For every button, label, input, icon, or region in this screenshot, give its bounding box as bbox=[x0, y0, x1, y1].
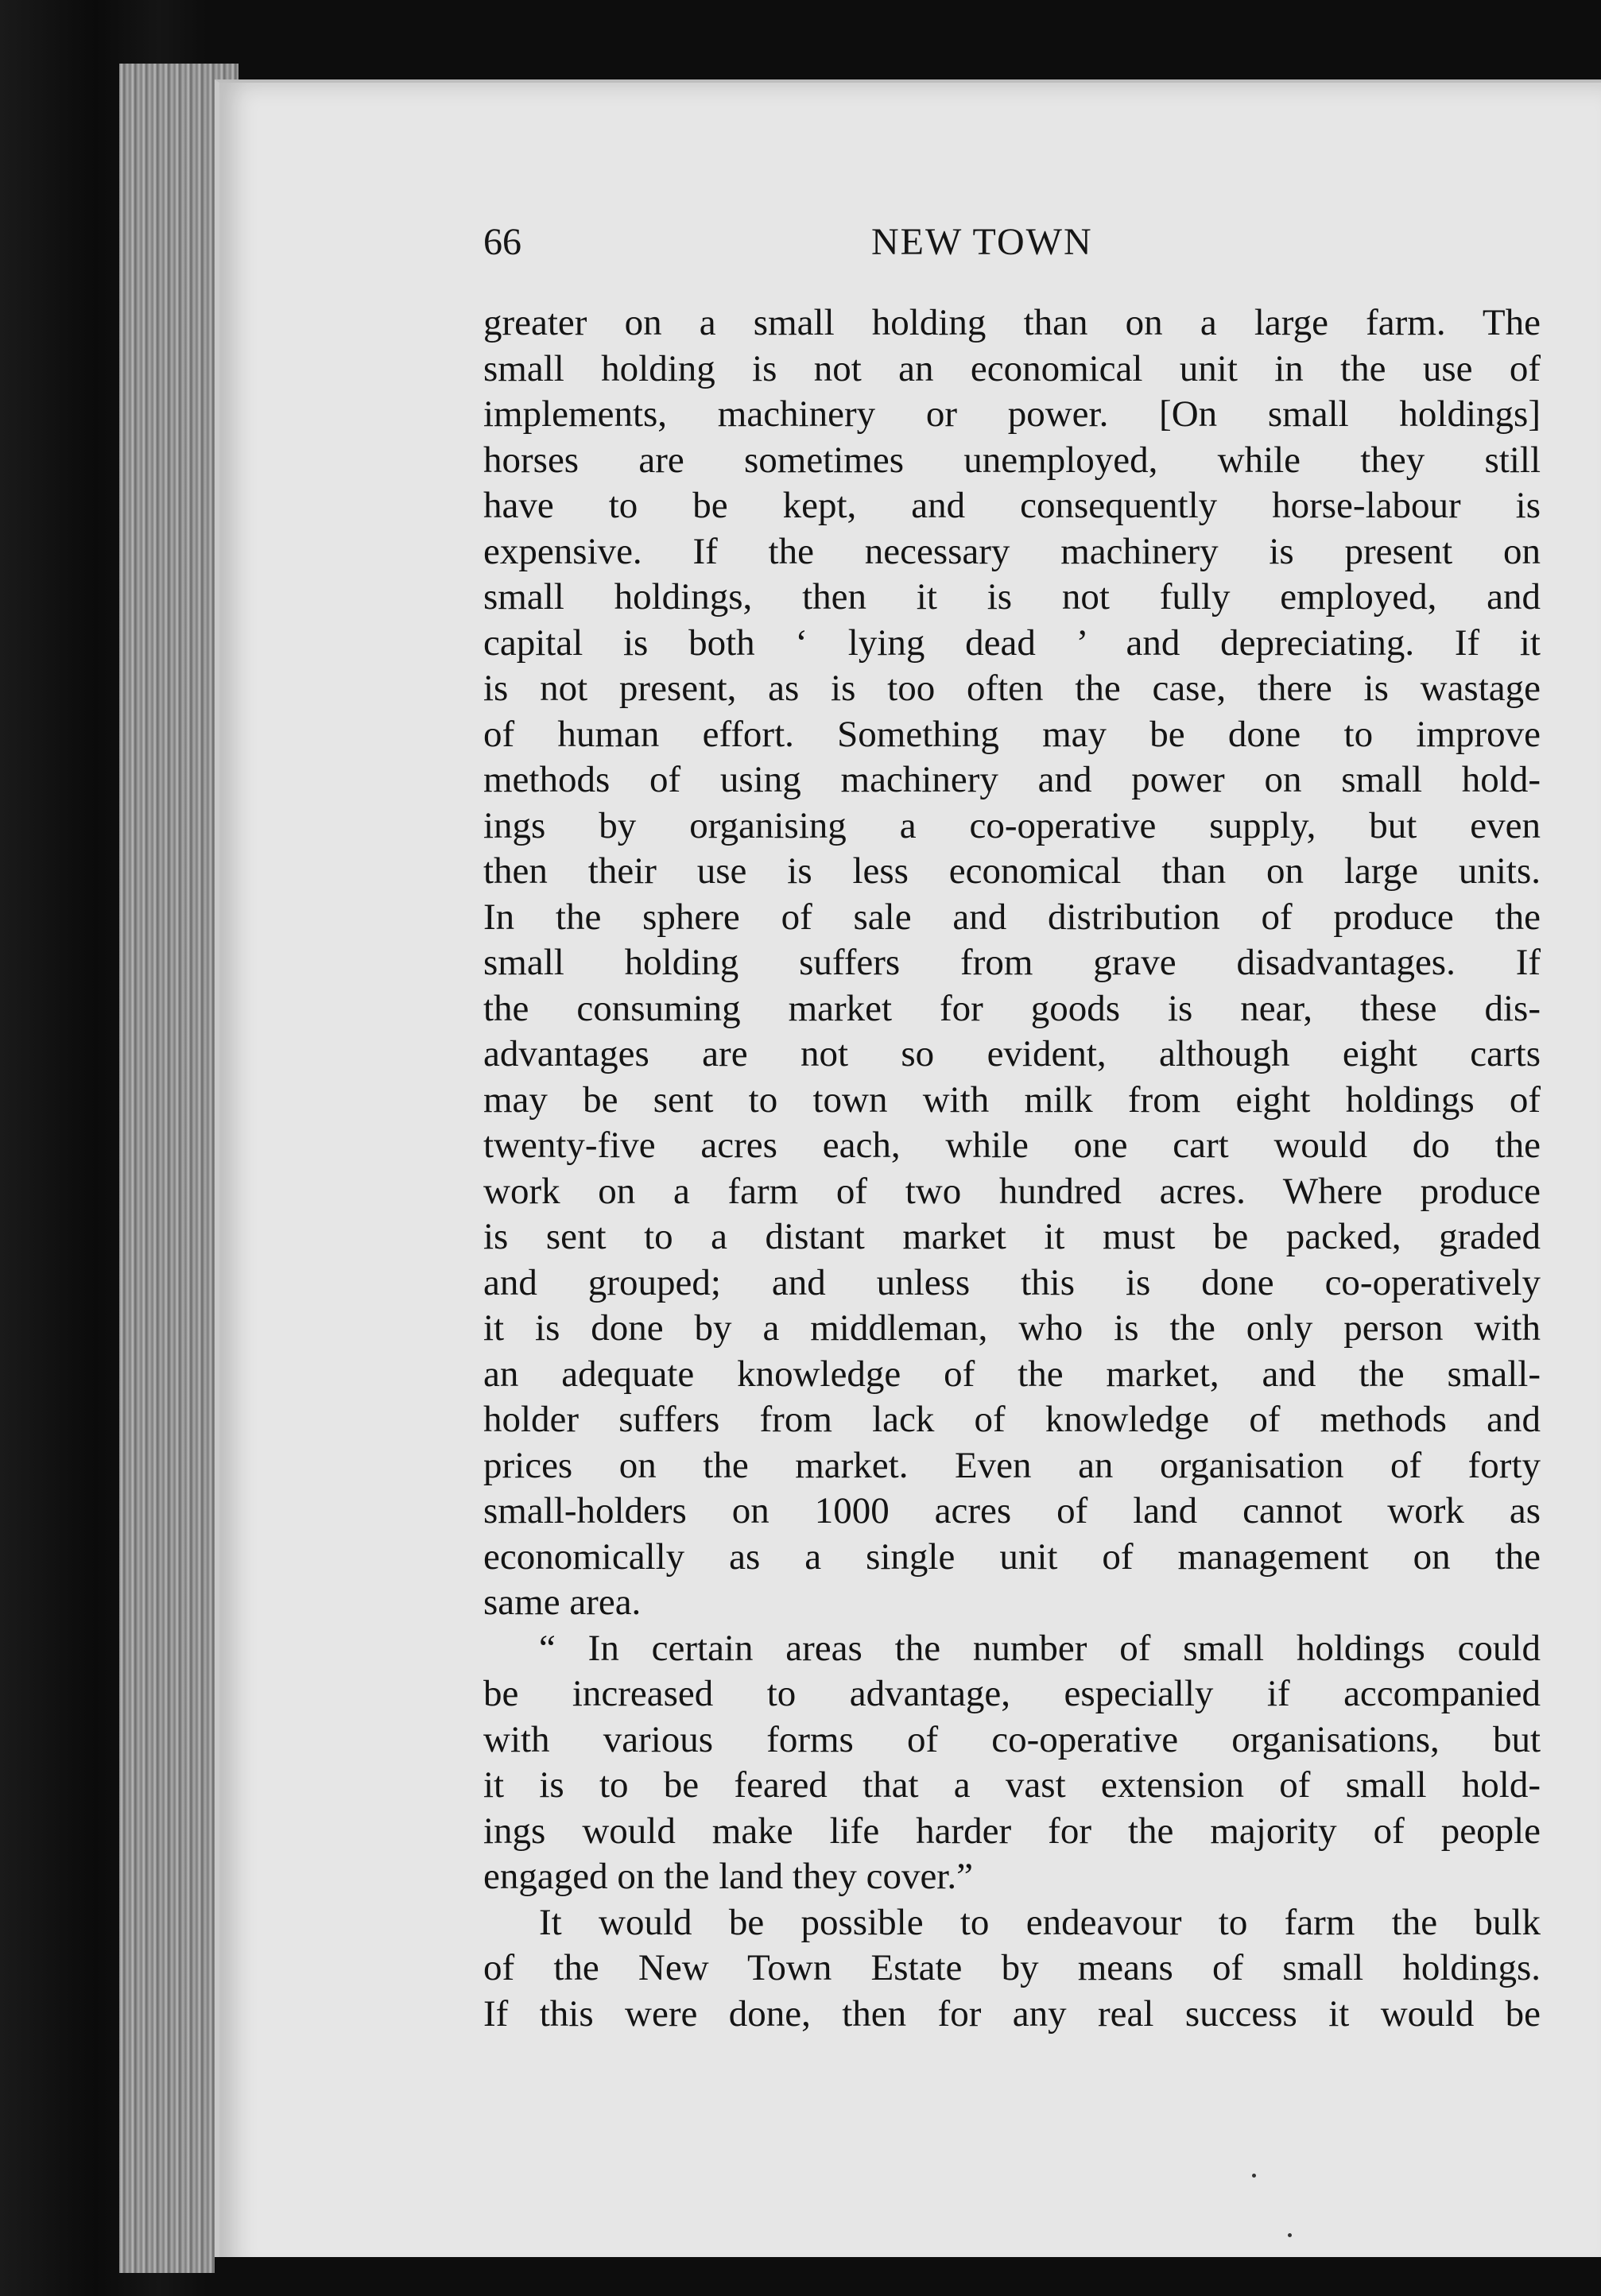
body-text bbox=[483, 300, 1541, 2037]
text-line: of human effort. Something may be done to improve bbox=[483, 713, 1541, 755]
text-line: If this were done, then for any real success it would be bbox=[483, 1992, 1541, 2035]
text-line: advantages are not so evident, although eight carts bbox=[483, 1033, 1541, 1074]
scan-speck bbox=[1288, 2233, 1292, 2237]
text-line: it is done by a middleman, who is the only person with bbox=[483, 1307, 1541, 1349]
text-line: expensive. If the necessary machinery is present on bbox=[483, 530, 1541, 572]
text-line: economically as a single unit of management on the bbox=[483, 1535, 1541, 1578]
text-line: same area. bbox=[483, 1582, 642, 1623]
text-line: capital is both ‘ lying dead ’ and depreciating. If it bbox=[483, 621, 1541, 664]
text-line: it is to be feared that a vast extension of small hold- bbox=[483, 1764, 1541, 1806]
text-line: engaged on the land they cover.” bbox=[483, 1856, 973, 1897]
page-title: NEW TOWN bbox=[871, 221, 1093, 263]
text-line: of the New Town Estate by means of small holdings. bbox=[483, 1947, 1541, 1988]
text-line: greater on a small holding than on a large farm. The bbox=[483, 302, 1541, 343]
text-line: small-holders on 1000 acres of land cannot work as bbox=[483, 1490, 1541, 1531]
text-line: is sent to a distant market it must be packed, graded bbox=[483, 1216, 1541, 1257]
text-line: small holdings, then it is not fully employed, and bbox=[483, 576, 1541, 618]
text-line: twenty-five acres each, while one cart would do the bbox=[483, 1125, 1541, 1166]
text-line: small holding is not an economical unit in the use of bbox=[483, 347, 1541, 389]
text-line: “ In certain areas the number of small holdings could bbox=[539, 1627, 1541, 1669]
text-line: ings would make life harder for the majority of people bbox=[483, 1810, 1541, 1852]
text-line: implements, machinery or power. [On small holdings] bbox=[483, 393, 1541, 435]
text-line: may be sent to town with milk from eight holdings of bbox=[483, 1078, 1541, 1121]
text-line: small holding suffers from grave disadvantages. If bbox=[483, 942, 1541, 983]
text-line: holder suffers from lack of knowledge of methods and bbox=[483, 1399, 1541, 1440]
text-line: an adequate knowledge of the market, and the small- bbox=[483, 1353, 1541, 1395]
text-line: In the sphere of sale and distribution of produce the bbox=[483, 896, 1541, 938]
running-head bbox=[483, 215, 1541, 270]
text-line: horses are sometimes unemployed, while they still bbox=[483, 439, 1541, 481]
text-line: is not present, as is too often the case, there is wastage bbox=[483, 668, 1541, 709]
text-line: methods of using machinery and power on small hold- bbox=[483, 759, 1541, 800]
text-line: It would be possible to endeavour to farm the bulk bbox=[539, 1901, 1541, 1943]
text-line: prices on the market. Even an organisation of forty bbox=[483, 1444, 1541, 1486]
text-line: ings by organising a co-operative supply, but even bbox=[483, 804, 1541, 846]
text-line: the consuming market for goods is near, these dis- bbox=[483, 987, 1541, 1029]
text-line: be increased to advantage, especially if accompanied bbox=[483, 1673, 1541, 1714]
text-line: then their use is less economical than on large units. bbox=[483, 850, 1541, 892]
text-line: have to be kept, and consequently horse-labour is bbox=[483, 485, 1541, 526]
text-line: work on a farm of two hundred acres. Where produce bbox=[483, 1170, 1541, 1212]
page-bottom-shadow bbox=[215, 2257, 1601, 2296]
page-number: 66 bbox=[483, 221, 521, 263]
scan-speck bbox=[1252, 2174, 1256, 2178]
text-line: with various forms of co-operative organisations, but bbox=[483, 1718, 1541, 1760]
text-line: and grouped; and unless this is done co-operatively bbox=[483, 1261, 1541, 1303]
